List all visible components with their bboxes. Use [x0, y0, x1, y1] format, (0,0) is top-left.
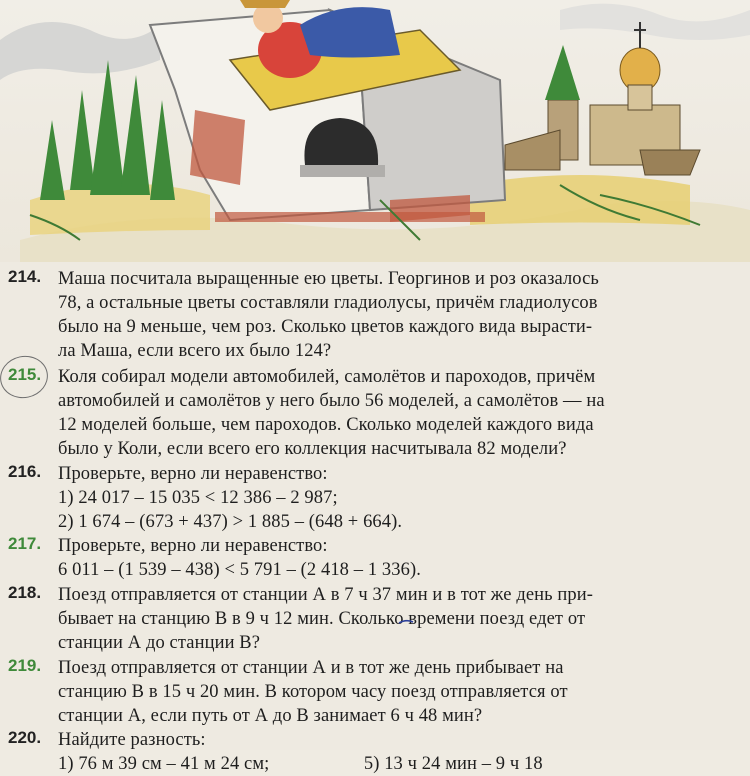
problem-text	[58, 728, 708, 776]
problem-216	[0, 462, 708, 534]
text-line: Коля собирал модели автомобилей, самолётов и пароходов, причём	[58, 367, 596, 387]
problem-text	[58, 267, 708, 363]
text-line: 1) 24 017 – 15 035 < 12 386 – 2 987;	[58, 488, 338, 508]
text-line: Найдите разность:	[58, 730, 206, 750]
text-line: 2) 1 674 – (673 + 437) > 1 885 – (648 + 664).	[58, 512, 403, 532]
text-line: было у Коли, если всего его коллекция насчитывала 82 модели?	[58, 439, 567, 459]
problem-text	[58, 656, 708, 728]
text-line: Маша посчитала выращенные ею цветы. Георгинов и роз оказалось	[58, 269, 599, 289]
problem-217	[0, 534, 708, 582]
illustration-art	[0, 0, 750, 262]
text-line: Поезд отправляется от станции А и в тот же день прибывает на	[58, 658, 564, 678]
problem-number: 216.	[8, 462, 42, 481]
text-line: станции А до станции В?	[58, 633, 261, 653]
problem-text	[58, 462, 708, 534]
problem-text	[58, 583, 708, 655]
fir-trees	[40, 60, 175, 200]
text-line: станции А, если путь от А до В занимает 6 ч 48 мин?	[58, 706, 483, 726]
text-line: было на 9 меньше, чем роз. Сколько цветов каждого вида вырасти-	[58, 317, 593, 337]
problem-219	[0, 656, 708, 728]
problem-text	[58, 365, 708, 461]
problem-220	[0, 728, 708, 776]
cloud	[560, 4, 750, 40]
problem-number: 218.	[8, 583, 42, 602]
problem-text	[58, 534, 708, 582]
problem-number: 214.	[8, 267, 42, 286]
text-line: 12 моделей больше, чем пароходов. Сколько моделей каждого вида	[58, 415, 594, 435]
text-line: Проверьте, верно ли неравенство:	[58, 464, 328, 484]
problem-number: 219.	[8, 656, 42, 675]
text-line: станцию В в 15 ч 20 мин. В котором часу поезд отправляется от	[58, 682, 568, 702]
problem-214	[0, 267, 708, 363]
problem-215	[0, 365, 708, 461]
problems-section	[0, 262, 750, 774]
smoke	[0, 22, 160, 80]
text-line: 1) 76 м 39 см – 41 м 24 см; 5) 13 ч 24 мин – 9 ч 18	[58, 754, 543, 774]
text-line: ла Маша, если всего их было 124?	[58, 341, 332, 361]
text-line: 78, а остальные цветы составляли гладиолусы, причём гладиолусов	[58, 293, 598, 313]
problem-number: 215.	[8, 365, 42, 384]
fairy-tale-illustration	[0, 0, 750, 262]
problem-number: 217.	[8, 534, 42, 553]
text-line: Проверьте, верно ли неравенство:	[58, 536, 328, 556]
text-line: Поезд отправляется от станции А в 7 ч 37 мин и в тот же день при-	[58, 585, 594, 605]
text-line: 6 011 – (1 539 – 438) < 5 791 – (2 418 – 1 336).	[58, 560, 421, 580]
church	[505, 22, 700, 175]
text-line: бывает на станцию В в 9 ч 12 мин. Сколько времени поезд едет от	[58, 609, 586, 629]
text-line: автомобилей и самолётов у него было 56 моделей, а самолётов — на	[58, 391, 605, 411]
pen-mark	[398, 619, 414, 625]
problem-218	[0, 583, 708, 655]
problem-number: 220.	[8, 728, 42, 747]
